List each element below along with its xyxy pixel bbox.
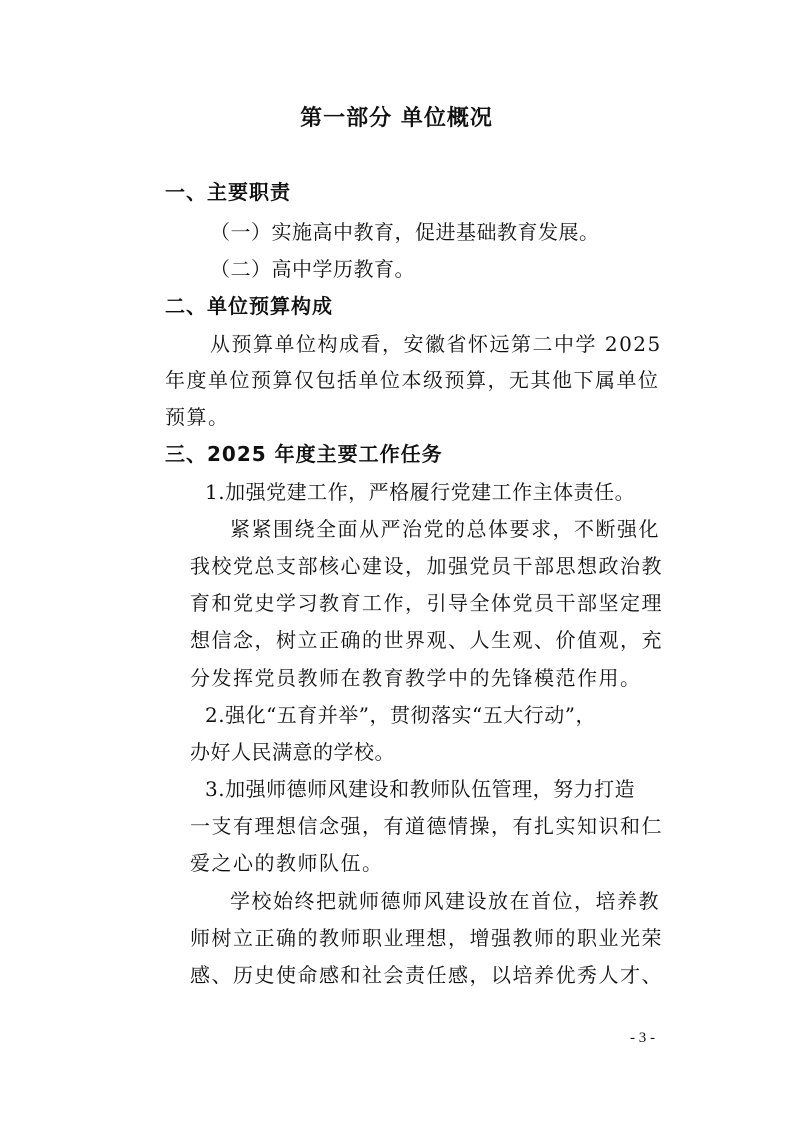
task-1-paragraph-line-4: 想信念，树立正确的世界观、人生观、价值观，充	[190, 628, 663, 652]
section-heading-budget-composition: 二、单位预算构成	[165, 294, 333, 318]
task-2-line-1: 2.强化“五育并举”，贯彻落实“五大行动”，	[205, 703, 596, 727]
responsibility-item-1: （一）实施高中教育，促进基础教育发展。	[210, 220, 600, 244]
responsibility-item-2: （二）高中学历教育。	[210, 257, 415, 281]
budget-paragraph-line-1: 从预算单位构成看，安徽省怀远第二中学 2025	[210, 332, 662, 356]
task-2-line-2: 办好人民满意的学校。	[190, 740, 395, 764]
task-3-paragraph-line-3: 感、历史使命感和社会责任感，以培养优秀人才、	[190, 963, 663, 987]
task-1-paragraph-line-3: 育和党史学习教育工作，引导全体党员干部坚定理	[190, 591, 663, 615]
task-1-paragraph-line-1: 紧紧围绕全面从严治党的总体要求，不断强化	[230, 517, 660, 541]
task-1-paragraph-line-5: 分发挥党员教师在教育教学中的先锋模范作用。	[190, 666, 642, 690]
page-number: - 3 -	[630, 1030, 655, 1046]
budget-paragraph-line-2: 年度单位预算仅包括单位本级预算，无其他下属单位	[165, 368, 660, 392]
budget-paragraph-line-3: 预算。	[165, 405, 230, 429]
task-3-line-3: 爱之心的教师队伍。	[190, 851, 384, 875]
section-heading-main-tasks: 三、2025 年度主要工作任务	[165, 442, 443, 466]
task-1-title: 1.加强党建工作，严格履行党建工作主体责任。	[205, 480, 636, 504]
task-3-line-2: 一支有理想信念强，有道德情操，有扎实知识和仁	[190, 814, 663, 838]
section-heading-responsibilities: 一、主要职责	[165, 180, 291, 204]
task-3-paragraph-line-1: 学校始终把就师德师风建设放在首位，培养教	[230, 889, 660, 913]
page-title: 第一部分 单位概况	[300, 106, 493, 131]
task-3-line-1: 3.加强师德师风建设和教师队伍管理，努力打造	[205, 777, 636, 801]
task-1-paragraph-line-2: 我校党总支部核心建设，加强党员干部思想政治教	[190, 554, 663, 578]
task-3-paragraph-line-2: 师树立正确的教师职业理想，增强教师的职业光荣	[190, 926, 663, 950]
